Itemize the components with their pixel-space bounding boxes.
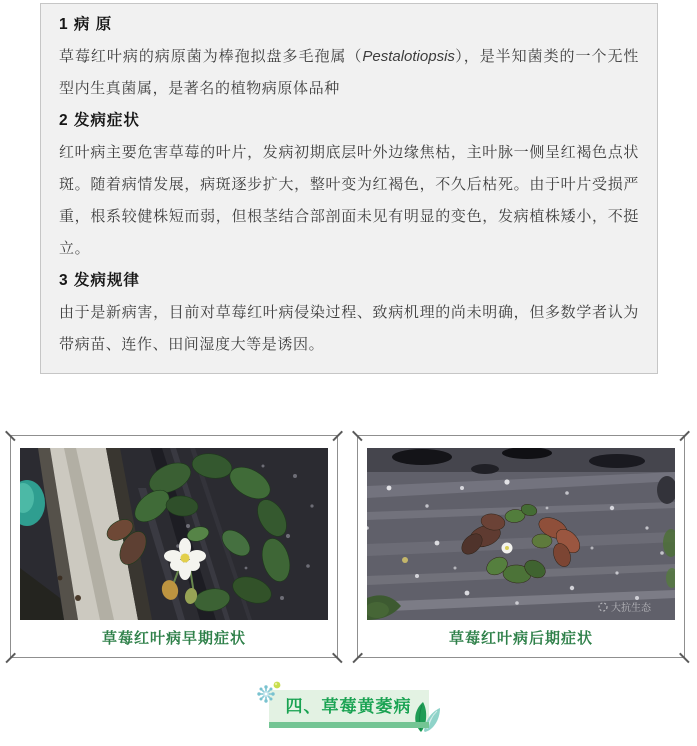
late-symptoms-photo xyxy=(367,448,675,620)
corner-tick-icon xyxy=(5,652,15,662)
disease-info-box xyxy=(40,3,658,374)
corner-tick-icon xyxy=(332,652,342,662)
figure-early-symptoms xyxy=(10,435,338,658)
pathogen-latin-name: Pestalotiopsis xyxy=(362,48,455,65)
figure-row xyxy=(10,435,687,658)
pattern-paragraph: 由于是新病害，目前对草莓红叶病侵染过程、致病机理的尚未明确，但多数学者认为带病苗、连作、田间湿度大等是诱因。 xyxy=(59,304,639,353)
section-heading-pathogen: 1 病 原 xyxy=(59,16,113,33)
corner-tick-icon xyxy=(679,431,689,441)
pathogen-paragraph xyxy=(59,41,639,105)
section-heading-pattern: 3 发病规律 xyxy=(59,272,140,289)
banner-underline-strip xyxy=(269,722,429,728)
corner-tick-icon xyxy=(5,431,15,441)
figure-late-symptoms xyxy=(357,435,685,658)
corner-tick-icon xyxy=(352,431,362,441)
next-section-banner xyxy=(269,690,429,722)
corner-tick-icon xyxy=(332,431,342,441)
figure-caption-late: 草莓红叶病后期症状 xyxy=(448,630,593,647)
symptoms-paragraph: 红叶病主要危害草莓的叶片，发病初期底层叶外边缘焦枯，主叶脉一侧呈红褐色点状斑。随着病情发展，病斑逐步扩大，整叶变为红褐色，不久后枯死。由于叶片受损严重，根系较健株短而弱，但根茎结合部剖面未见有明显的变色，发病植株矮小，不挺立。 xyxy=(59,144,639,257)
corner-tick-icon xyxy=(679,652,689,662)
early-symptoms-photo xyxy=(20,448,328,620)
sparkle-flower-icon xyxy=(256,680,283,707)
next-section-title: 四、草莓黄萎病 xyxy=(285,697,412,716)
section-heading-symptoms: 2 发病症状 xyxy=(59,112,140,129)
photo-watermark: 大抗生态 xyxy=(611,603,651,614)
pathogen-text-before: 草莓红叶病的病原菌为棒孢拟盘多毛孢属（ xyxy=(59,48,363,65)
next-section-banner-row xyxy=(0,690,697,722)
double-leaf-icon xyxy=(410,699,443,734)
figure-caption-early: 草莓红叶病早期症状 xyxy=(101,630,246,647)
pathogen-text-after: ），是半知菌类的一个无性型内生真菌属，是著名的植物病原体品种 xyxy=(59,48,640,97)
corner-tick-icon xyxy=(352,652,362,662)
